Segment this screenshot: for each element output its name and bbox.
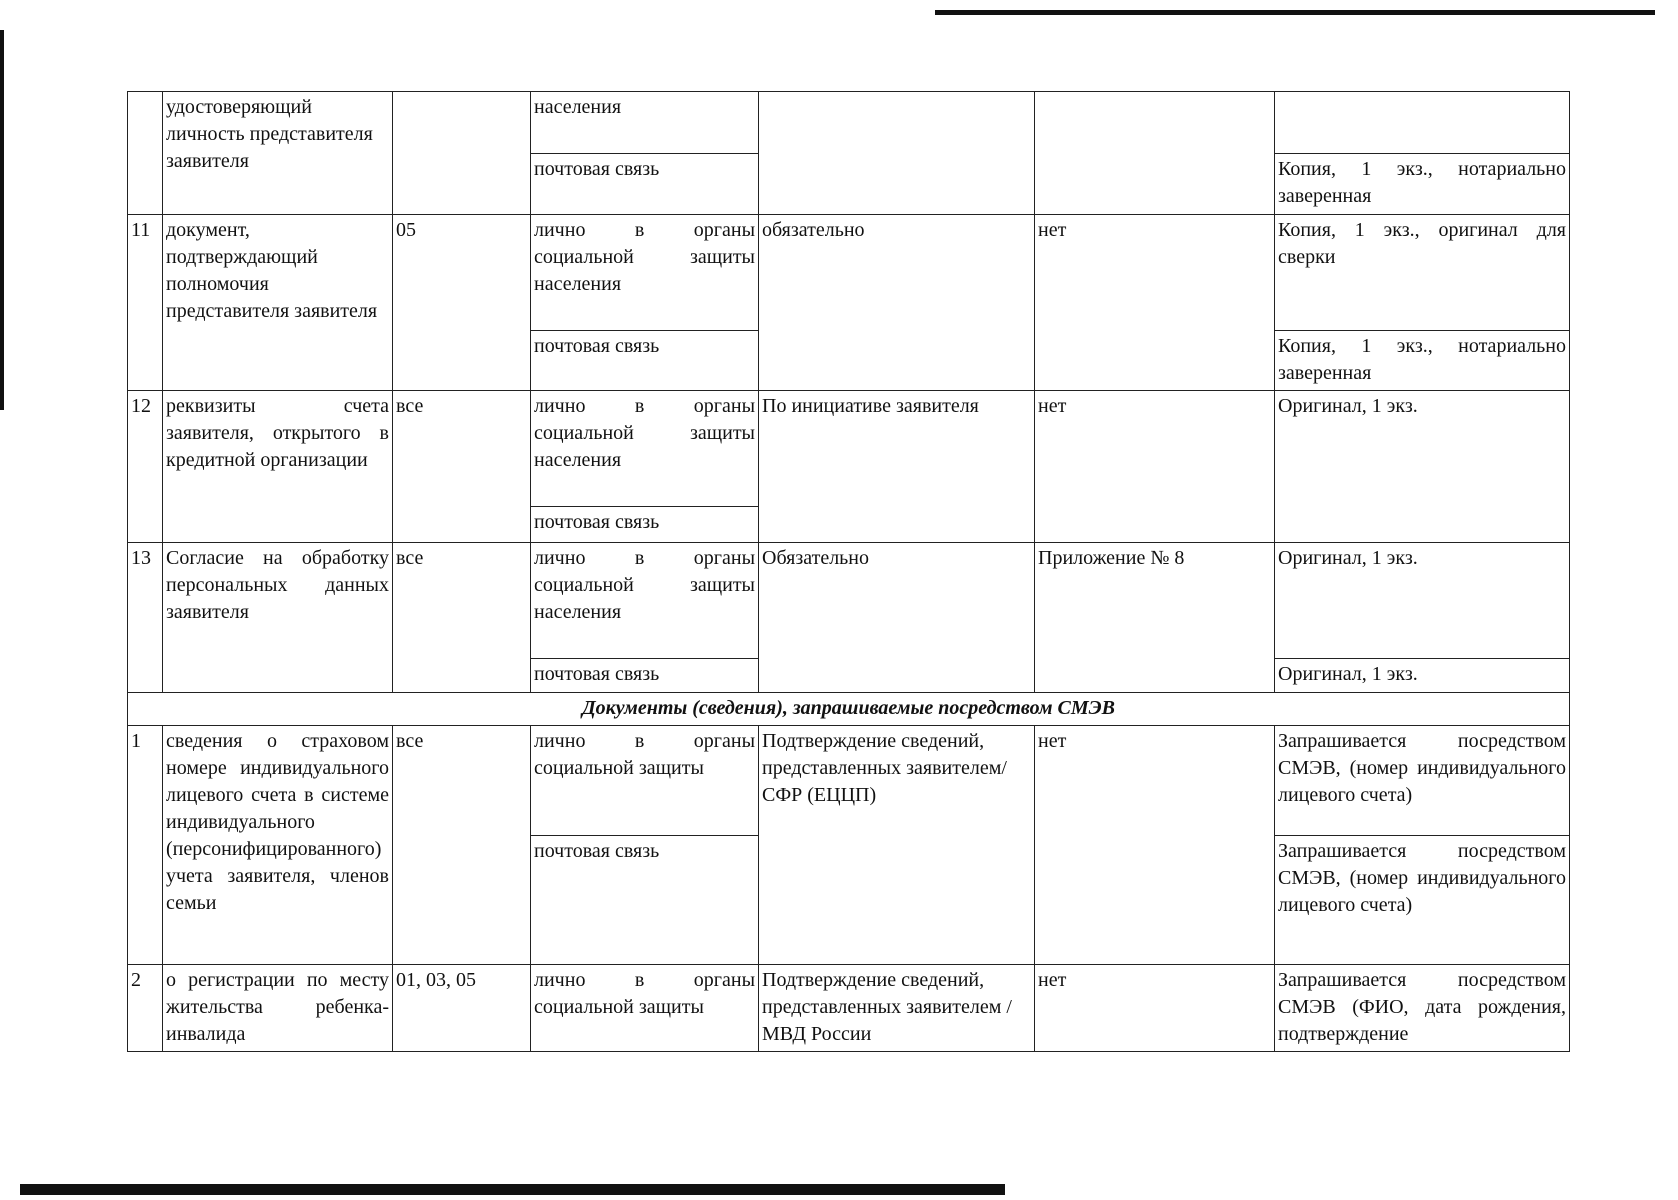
submission-method: лично в органы социальной защиты [531, 726, 759, 836]
document-code: 05 [393, 215, 531, 391]
document-form: нет [1035, 965, 1275, 1052]
document-code: все [393, 726, 531, 965]
table-row [128, 215, 1570, 331]
document-form [1035, 92, 1275, 215]
requirement: По инициативе заявителя [759, 391, 1035, 543]
scan-edge-bottom [20, 1184, 1005, 1195]
requirement: Подтверждение сведений, представленных заявителем / МВД России [759, 965, 1035, 1052]
document-code: 01, 03, 05 [393, 965, 531, 1052]
section-row [128, 693, 1570, 726]
requirement: обязательно [759, 215, 1035, 391]
requirement: Подтверждение сведений, представленных заявителем/ СФР (ЕЦЦП) [759, 726, 1035, 965]
document-type: Оригинал, 1 экз. [1275, 543, 1570, 659]
document-code: все [393, 391, 531, 543]
submission-method: почтовая связь [531, 331, 759, 391]
requirement [759, 92, 1035, 215]
document-type: Копия, 1 экз., нотариально заверенная [1275, 331, 1570, 391]
table-row [128, 965, 1570, 1052]
section-title: Документы (сведения), запрашиваемые посредством СМЭВ [128, 693, 1570, 726]
document-code: все [393, 543, 531, 693]
documents-table [127, 91, 1570, 1052]
document-type: Запрашивается посредством СМЭВ (ФИО, дата рождения, подтверждение [1275, 965, 1570, 1052]
row-number: 1 [128, 726, 163, 965]
row-number: 12 [128, 391, 163, 543]
submission-method: почтовая связь [531, 659, 759, 693]
document-name: документ, подтверждающий полномочия представителя заявителя [163, 215, 393, 391]
document-name: удостоверяющий личность представителя заявителя [163, 92, 393, 215]
document-type [1275, 92, 1570, 154]
document-name: сведения о страховом номере индивидуального лицевого счета в системе индивидуального (персонифицированного) учета заявителя, членов семьи [163, 726, 393, 965]
submission-method: почтовая связь [531, 836, 759, 965]
submission-method: почтовая связь [531, 507, 759, 543]
requirement: Обязательно [759, 543, 1035, 693]
document-type: Запрашивается посредством СМЭВ, (номер индивидуального лицевого счета) [1275, 726, 1570, 836]
row-number: 2 [128, 965, 163, 1052]
row-number: 11 [128, 215, 163, 391]
document-form: нет [1035, 215, 1275, 391]
submission-method: лично в органы социальной защиты [531, 965, 759, 1052]
row-number [128, 92, 163, 215]
document-type: Копия, 1 экз., оригинал для сверки [1275, 215, 1570, 331]
submission-method: лично в органы социальной защиты населения [531, 215, 759, 331]
submission-method: лично в органы социальной защиты населения [531, 543, 759, 659]
document-form: нет [1035, 726, 1275, 965]
submission-method: населения [531, 92, 759, 154]
document-form: нет [1035, 391, 1275, 543]
table-row [128, 391, 1570, 507]
submission-method: лично в органы социальной защиты населения [531, 391, 759, 507]
table-row [128, 726, 1570, 836]
table-row [128, 543, 1570, 659]
document-name: о регистрации по месту жительства ребенка-инвалида [163, 965, 393, 1052]
document-name: Согласие на обработку персональных данных заявителя [163, 543, 393, 693]
document-type: Запрашивается посредством СМЭВ, (номер индивидуального лицевого счета) [1275, 836, 1570, 965]
submission-method: почтовая связь [531, 154, 759, 215]
document-code [393, 92, 531, 215]
document-name: реквизиты счета заявителя, открытого в кредитной организации [163, 391, 393, 543]
row-number: 13 [128, 543, 163, 693]
scan-edge-left [0, 30, 4, 410]
scan-edge-top [935, 10, 1655, 15]
document-type: Оригинал, 1 экз. [1275, 391, 1570, 543]
document-type: Оригинал, 1 экз. [1275, 659, 1570, 693]
table-row [128, 92, 1570, 154]
document-form: Приложение № 8 [1035, 543, 1275, 693]
document-type: Копия, 1 экз., нотариально заверенная [1275, 154, 1570, 215]
